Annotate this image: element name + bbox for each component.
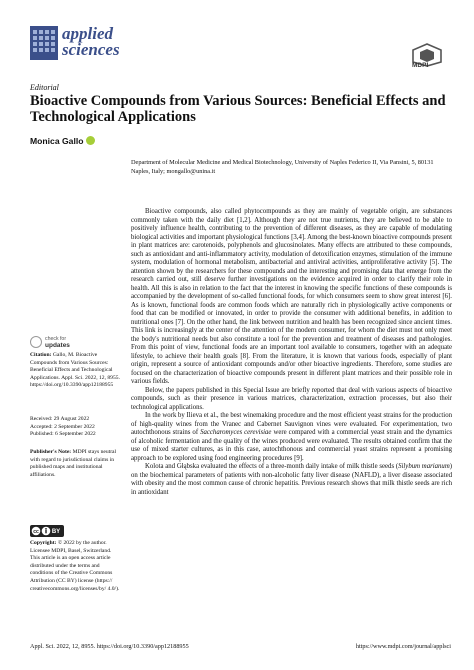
copyright-label: Copyright: <box>30 540 57 546</box>
citation-text: Gallo, M. Bioactive Compounds from Various Sources: Beneficial Effects and Technological Applications. Appl. Sci. 2022, 12, 8955. https://doi.org/10.3390/app12188955 <box>30 352 120 389</box>
p4-text-b: ) on the biochemical parameters of patients with non-alcoholic fatty liver disease (NAFLD), a liver disease associated with obesity and the most common cause of chronic hepatitis. Previous research shows that milk thistle seeds are rich in antioxidant <box>131 463 452 496</box>
article-title: Bioactive Compounds from Various Sources: Beneficial Effects and Technological Applications <box>30 93 446 125</box>
p4-text-a: Kolota and Głąbska evaluated the effects of a three-month daily intake of milk thistle seeds ( <box>145 463 399 470</box>
body-paragraph-3 <box>131 412 452 463</box>
p3-text-a: In the work by Ilieva et al., the best winemaking procedure and the most efficient yeast strains for the production of high-quality wines from the Vranec and Cabernet Sauvignon vines were evaluated. For experimentation, two autochthonous strains of <box>131 412 452 436</box>
published-date: Published: 6 September 2022 <box>30 431 96 438</box>
orcid-icon[interactable] <box>86 136 95 145</box>
copyright-block <box>30 540 122 593</box>
author-name <box>30 136 95 146</box>
citation-label: Citation: <box>30 352 52 358</box>
updates-line1: check for <box>45 336 67 342</box>
p3-text-b: were compared with a commercial yeast strain and the dynamics of alcoholic fermentation and the quality of the wines produced were evaluated. The results obtained confirm that the use of mixed starter cultures, as in this case, autochthonous and commercial yeast strains represent a promising approach to be explored using food engineering procedures [9]. <box>131 429 452 462</box>
body-paragraph-2: Below, the papers published in this Special Issue are briefly reported that deal with various aspects of bioactive compounds, such as their presence in various matrices, characterization, extraction processes, but also their technological applications. <box>131 386 452 411</box>
cc-by-license-icon[interactable] <box>30 525 64 537</box>
author-name-text: Monica Gallo <box>30 136 84 146</box>
publisher-note-label: Publisher's Note: <box>30 449 72 455</box>
svg-text:BY: BY <box>51 529 61 536</box>
copyright-text: © 2022 by the author. Licensee MDPI, Basel, Switzerland. This article is an open access article distributed under the terms and conditions of the Creative Commons Attribution (CC BY) license (https:// creativecommons.org/licenses/by/ 4.0/). <box>30 540 120 592</box>
body-paragraph-4 <box>131 463 452 497</box>
citation-block <box>30 352 122 390</box>
updates-line2: updates <box>45 342 70 349</box>
p3-species: Saccharomyces cerevisiae <box>200 429 272 436</box>
svg-text:cc: cc <box>33 528 39 535</box>
footer-journal-url[interactable]: https://www.mdpi.com/journal/applsci <box>355 643 451 650</box>
affiliation: Department of Molecular Medicine and Medical Biotechnology, University of Naples Federico II, Via Pansini, 5, 80131 Naples, Italy; mongallo@unina.it <box>131 159 434 175</box>
p4-species: Silybum marianum <box>398 463 450 470</box>
article-body <box>131 208 452 497</box>
publisher-note-block <box>30 449 122 479</box>
footer-citation[interactable]: Appl. Sci. 2022, 12, 8955. https://doi.org/10.3390/app12188955 <box>30 643 189 650</box>
received-date: Received: 29 August 2022 <box>30 416 90 422</box>
publisher-name: MDPI <box>412 62 429 69</box>
publisher-note-text: MDPI stays neutral with regard to jurisdictional claims in published maps and institutional affiliations. <box>30 449 117 478</box>
journal-name <box>62 26 120 58</box>
dates-block <box>30 416 122 439</box>
updates-icon <box>30 336 42 348</box>
article-type: Editorial <box>30 83 59 92</box>
journal-logo-icon <box>30 26 58 60</box>
accepted-date: Accepted: 2 September 2022 <box>30 423 95 430</box>
journal-name-line2: sciences <box>62 40 120 59</box>
journal-name-line1: applied <box>62 24 113 43</box>
body-paragraph-1: Bioactive compounds, also called phytocompounds as they are mainly of vegetable origin, are substances commonly taken with the daily diet [1,2]. Although they are not true nutrients, they are believed to be able to positively influence health, contributing to the prevention of different diseases, as they are capable of modulating biological activities and important physiological functions [3,4]. Among the best-known bioactive compounds present in plant matrices are: carotenoids, polyphenols and glucosinolates. Many effects are attributed to these compounds, such as antioxidant and anti-inflammatory activity, modulation of detoxification enzymes, stimulation of the immune system, modulation of hormonal metabolism, antibacterial and antiviral activities, antiproliferative activity [5]. The attention shown by the researchers for these compounds and the interesting and promising data that emerge from the research carried out, still deserve further investigations on the evidence acquired in order to clarify their role in health. All this is also in relation to the fact that the interest in knowing the specific functions of these compounds is accompanied by the development of so-called functional foods, for which consumers seem to show great interest [6]. As is known, functional foods are common foods which are naturally rich in physiologically active components or food that can be modified or innovated, in order to provide the consumer with additional benefits, in addition to nutritional ones [7]. On the other hand, the link between nutrition and health has been recognized since ancient times. This link is increasingly at the center of the attention of the modern consumer, for whom the diet must not only meet the body's nutritional needs but also constitute a tool for the prevention and treatment of diseases and pathologies. From this point of view, functional foods are an important tool available to consumers, together with an adequate lifestyle, to achieve their health goals [8]. From the literature, it is known that various foods, especially of plant origin, represent a source of antioxidant compounds and/or other bioactive ingredients. Therefore, some studies are focused on the characterization of bioactive compounds present in different plant matrices and their possible role in various fields. <box>131 208 452 385</box>
